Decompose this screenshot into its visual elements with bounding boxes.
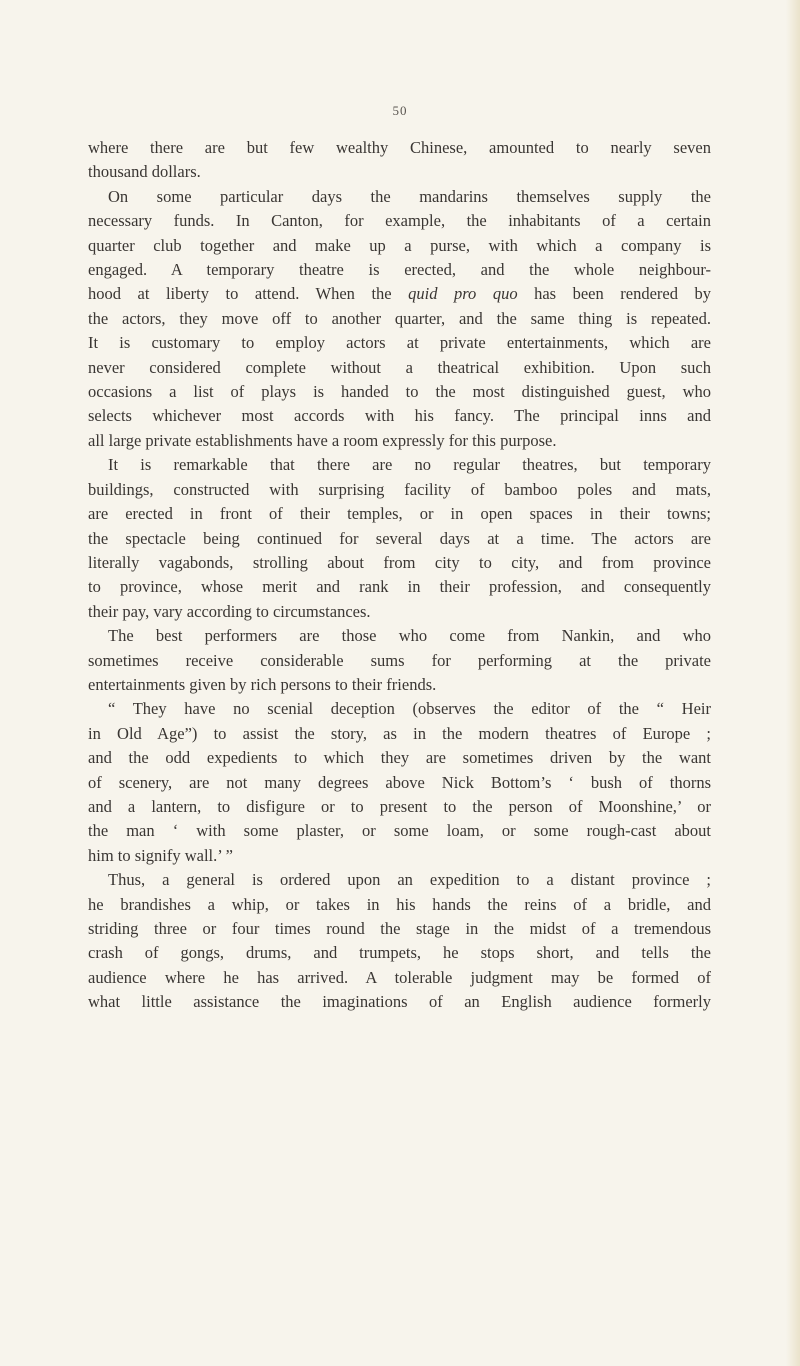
paper-edge xyxy=(786,0,800,1366)
text-line: and the odd expedients to which they are sometimes driven by the want xyxy=(88,748,711,768)
text-line: all large private establishments have a room expressly for this purpose. xyxy=(88,430,557,450)
italic-phrase: quid pro quo xyxy=(408,284,518,304)
text-line: and a lantern, to disfigure or to present to the person of Moonshine,’ or xyxy=(88,796,711,816)
text-line: the actors, they move off to another quarter, and the same thing is repeated. xyxy=(88,308,711,328)
text-line: in Old Age”) to assist the story, as in the modern theatres of Europe ; xyxy=(88,723,711,743)
text-line: their pay, vary according to circumstances. xyxy=(88,601,371,621)
text-line: thousand dollars. xyxy=(88,162,201,182)
page-number: 50 xyxy=(392,103,408,118)
text-line: “ They have no scenial deception (observes the editor of the “ Heir xyxy=(108,699,711,719)
text-line: selects whichever most accords with his fancy. The principal inns and xyxy=(88,406,711,426)
text-line: It is customary to employ actors at private entertainments, which are xyxy=(88,333,711,353)
body-text xyxy=(88,136,711,1015)
text-line: never considered complete without a theatrical exhibition. Upon such xyxy=(88,357,711,377)
text-line: occasions a list of plays is handed to the most distinguished guest, who xyxy=(88,382,711,402)
text-line: what little assistance the imaginations of an English audience formerly xyxy=(88,992,711,1012)
text-line: the man ‘ with some plaster, or some loam, or some rough-cast about xyxy=(88,821,711,841)
text-line: quarter club together and make up a purse, with which a company is xyxy=(88,235,711,255)
text-line: entertainments given by rich persons to their friends. xyxy=(88,674,437,694)
text-line: of scenery, are not many degrees above Nick Bottom’s ‘ bush of thorns xyxy=(88,772,711,792)
text-line: On some particular days the mandarins themselves supply the xyxy=(108,186,711,206)
text-line: engaged. A temporary theatre is erected, and the whole neighbour- xyxy=(88,260,711,280)
text-line: necessary funds. In Canton, for example, the inhabitants of a certain xyxy=(88,211,711,231)
text-line: are erected in front of their temples, or in open spaces in their towns; xyxy=(88,504,711,524)
text-line: where there are but few wealthy Chinese, amounted to nearly seven xyxy=(88,138,711,157)
text-line: audience where he has arrived. A tolerable judgment may be formed of xyxy=(88,967,711,987)
text-line: literally vagabonds, strolling about from city to city, and from province xyxy=(88,552,711,572)
text-line: the spectacle being continued for several days at a time. The actors are xyxy=(88,528,711,548)
text-line: It is remarkable that there are no regular theatres, but temporary xyxy=(108,455,711,475)
text-line-with-italic: hood at liberty to attend. When the quid pro quo has been rendered by xyxy=(88,284,711,304)
text-line: striding three or four times round the stage in the midst of a tremendous xyxy=(88,919,711,938)
text-line: him to signify wall.’ ” xyxy=(88,845,233,865)
text-line: Thus, a general is ordered upon an expedition to a distant province ; xyxy=(108,870,711,890)
text-line: The best performers are those who come from Nankin, and who xyxy=(108,626,711,646)
text-line: crash of gongs, drums, and trumpets, he stops short, and tells the xyxy=(88,943,711,963)
text-line: to province, whose merit and rank in their profession, and consequently xyxy=(88,577,711,597)
text-line: buildings, constructed with surprising facility of bamboo poles and mats, xyxy=(88,479,711,499)
text-line: sometimes receive considerable sums for performing at the private xyxy=(88,650,711,670)
text-line: he brandishes a whip, or takes in his hands the reins of a bridle, and xyxy=(88,894,711,914)
